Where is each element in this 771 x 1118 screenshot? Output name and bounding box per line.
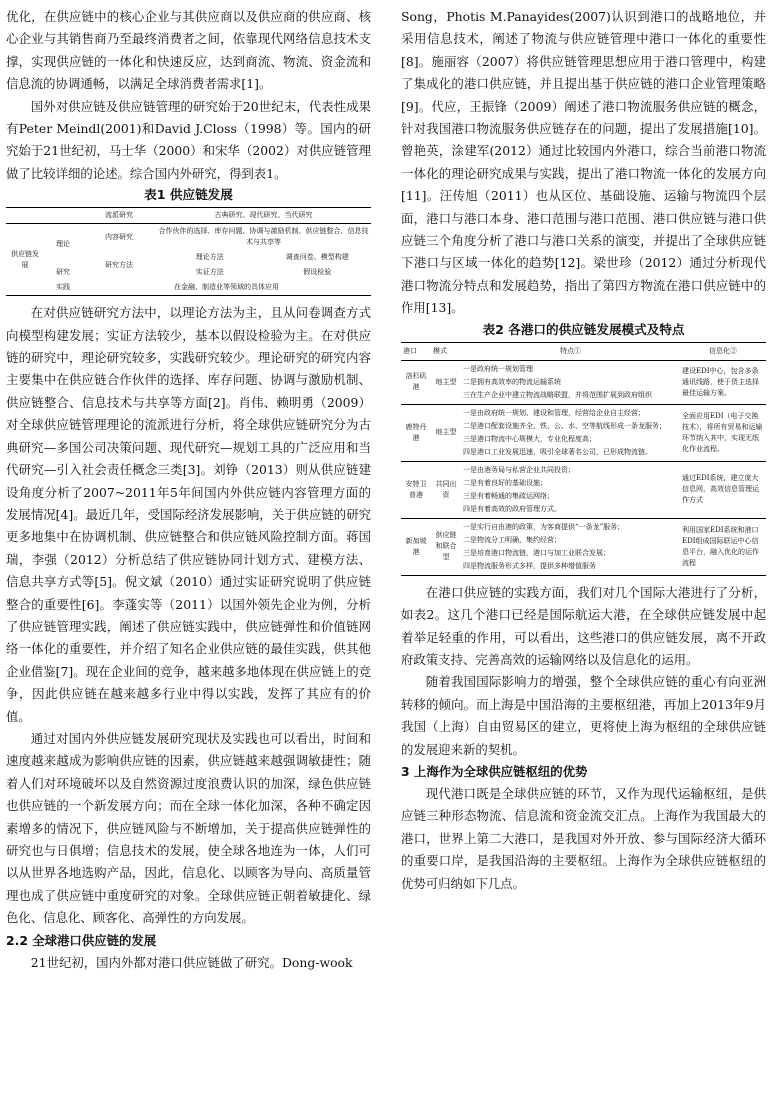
paragraph: 21世纪初，国内外都对港口供应链做了研究。Dong-wook bbox=[30, 954, 353, 970]
feature-item: 三在生产企业中建立物流战略联盟，并将范围扩展到政府组织 bbox=[463, 390, 652, 399]
port-mode: 供应链和联合型 bbox=[431, 518, 461, 575]
port-mode: 地主型 bbox=[431, 360, 461, 404]
section-heading: 3 上海作为全球供应链枢纽的优势 bbox=[401, 763, 588, 779]
feature-item: 三是港口物流中心规模大，专业化程度高； bbox=[463, 434, 596, 443]
paragraph: 现代港口既是全球供应链的环节，又作为现代运输枢纽，是供应链三种形态物流、信息流和资金流交汇点。上海作为我国最大的港口，世界上第二大港口，是我国对外开放、参与国际经济大循环的重要口岸，是我国沿海的主要枢纽。上海作为全球供应链枢纽的优势可归纳如下几点。 bbox=[401, 785, 766, 891]
table-row bbox=[401, 360, 766, 404]
port-features bbox=[461, 404, 680, 461]
table-cell: 内容研究 bbox=[105, 232, 133, 241]
table-cell: 研究方法 bbox=[105, 260, 133, 269]
feature-item: 二是拥有高效率的物流运输系统 bbox=[463, 377, 561, 386]
port-name: 新加坡港 bbox=[401, 518, 431, 575]
table-row bbox=[401, 461, 766, 518]
port-features bbox=[461, 518, 680, 575]
table2-title: 表2 各港口的供应链发展模式及特点 bbox=[482, 321, 685, 337]
paragraph: 通过对国内外供应链发展研究现状及实践也可以看出，时间和速度越来越成为影响供应链的因素，供应链越来越强调敏捷性；随着人们对环境破坏以及自然资源过度浪费认识的加深，绿色供应链也供应链的一个新发展方向；而在全球一体化加深，各种不确定因素增多的情况下，供应链风险与不断增加，关于提高供应链弹性的研究也与日俱增；信息技术的发展，使全球各地连为一体，人们可以从世界各地选购产品，因此，信息化、以顾客为导向、高质量管理也成了供应链中重度研究的对象。全球供应链正朝着敏捷化、绿色化、信息化、顾客化、高弹性的方向发展。 bbox=[6, 730, 371, 926]
port-mode: 共同出资 bbox=[431, 461, 461, 518]
feature-item: 一是由港务局与私营企业共同投资； bbox=[463, 465, 575, 474]
port-name: 鹿特丹港 bbox=[401, 404, 431, 461]
port-features bbox=[461, 461, 680, 518]
table-cell: 理论 bbox=[56, 240, 70, 249]
port-info: 全面应用EDI（电子交换技术），将所有贸易和运输环节纳入其中，实现无纸化作业流程。 bbox=[680, 404, 766, 461]
table-cell: 调查问卷、模型构建 bbox=[285, 253, 349, 262]
port-info: 利用国家EDI系统和港口EDI组成国际联运中心信息平台，融入优化的运作流程 bbox=[680, 518, 766, 575]
feature-item: 四是有着高效的政府管理方式。 bbox=[463, 504, 561, 513]
table-cell: 实践 bbox=[56, 283, 70, 292]
feature-item: 二是港口配套设施齐全，铁、公、水、空等航线形成一条龙服务； bbox=[463, 421, 666, 430]
table-header: 信息化② bbox=[680, 342, 766, 360]
port-info: 建设EDI中心，包含多条通讯线路，使于货主选择最佳运输方案。 bbox=[680, 360, 766, 404]
table-cell: 假设检验 bbox=[303, 268, 332, 277]
table2 bbox=[401, 342, 766, 576]
port-info: 通过EDI系统，建立庞大信息网，高效信息管理运作方式 bbox=[680, 461, 766, 518]
paragraph: 在对供应链研究方法中，以理论方法为主，且从问卷调查方式向模型构建发展；实证方法较少，基本以假设检验为主。在对供应链的研究中，理论研究较多，实践研究较少。理论研究的研究内容主要集中在供应链合作伙伴的选择、库存问题、协调与激励机制、供应链整合、信息技术与共享等方面[2]。肖伟、赖明勇（2009）对全球供应链管理理论的流派进行分析，将全球供应链研究分为古典研究—多国公司决策问题、现代研究—规划工具的广泛应用和当代研究—引入社会责任概念三类[3]。刘铮（2013）则从供应链建设角度分析了2007~2011年5年间国内外供应链内容管理方面的发展情况[4]。最近几年，受国际经济发展影响，关于供应链的研究更多地集中在协调机制、供应链整合和供应链风险控制方面。蒋国瑞，李强（2012）分析总结了供应链协同计划方式、建模方法、信息共享方式等[5]。倪文斌（2010）通过实证研究说明了供应链整合的重要性[6]。李蓬实等（2011）以国外领先企业为例，分析了供应链管理实践，阐述了供应链实践中，供应链弹性和价值链网络一体化的重要性，并介绍了知名企业供应链的最佳实践，供其他企业借鉴[7]。现在企业间的竞争，越来越多地体现在供应链上的竞争，因此供应链在越来越多行业中得以实践，发挥了其应有的价值。 bbox=[6, 305, 371, 724]
port-mode: 地主型 bbox=[431, 404, 461, 461]
table-cell: 合作伙伴的选择、库存问题、协调与激励机制、供应链整合、信息技术与共享等 bbox=[158, 227, 369, 247]
right-column bbox=[401, 6, 766, 895]
paragraph: Song，Photis M.Panayides(2007)认识到港口的战略地位，并采用信息技术，阐述了物流与供应链管理中港口一体化的重要性[8]。施丽容（2007）将供应链管理思想应用于港口管理中，构建了集成化的港口供应链，并且提出基于供应链的港口企业管理策略[9]。代应，王振锋（2009）阐述了港口物流服务供应链的概念，针对我国港口物流服务供应链存在的问题，提出了发展措施[10]。曾艳英，涂建军(2012）通过比较国内外港口，综合当前港口物流一体化的理论研究成果与实践，提出了港口物流一体化的发展方向[11]。汪传旭（2011）也从区位、基础设施、运输与物流四个层面，港口与港口本身、港口范围与港口范围、港口供应链与港口供应链三个角度分析了港口与港口关系的演变，并提出了全球供应链下港口与区域一体化的趋势[12]。梁世珍（2012）通过分析现代港口物流分特点和发展趋势，指出了第四方物流在港口供应链中的作用[13]。 bbox=[401, 9, 766, 316]
table-header: 港口 bbox=[401, 342, 431, 360]
feature-item: 二是物流分工明确，集约经营； bbox=[463, 535, 561, 544]
port-name: 洛杉矶港 bbox=[401, 360, 431, 404]
feature-item: 三是培育港口物流链，港口与加工业联合发展； bbox=[463, 548, 610, 557]
left-column bbox=[6, 6, 371, 974]
paragraph: 随着我国国际影响力的增强，整个全球供应链的重心有向亚洲转移的倾向。而上海是中国沿海的主要枢纽港，再加上2013年9月我国（上海）自由贸易区的建立，更将使上海为枢纽的全球供应链的发展迎来新的契机。 bbox=[401, 674, 766, 757]
table1-title: 表1 供应链发展 bbox=[144, 187, 233, 203]
table-cell: 理论方法 bbox=[195, 253, 224, 262]
table-header: 模式 bbox=[431, 342, 461, 360]
table-row bbox=[401, 404, 766, 461]
port-features bbox=[461, 360, 680, 404]
section-heading: 2.2 全球港口供应链的发展 bbox=[6, 932, 157, 948]
paragraph: 优化，在供应链中的核心企业与其供应商以及供应商的供应商、核心企业与其销售商乃至最终消费者之间，依靠现代网络信息技术支撑，实现供应链的一体化和快速反应，达到商流、物流、资金流和信息流的协调通畅，以满足全球消费者需求[1]。 bbox=[6, 9, 371, 92]
table-cell: 实证方法 bbox=[195, 268, 224, 277]
table-cell: 在金融、制造业等领域的具体应用 bbox=[174, 283, 279, 292]
table-cell: 供应链发展 bbox=[11, 249, 39, 269]
port-name: 安特卫普港 bbox=[401, 461, 431, 518]
feature-item: 一是实行自由港的政策，为客商提供“一条龙”服务； bbox=[463, 522, 625, 531]
feature-item: 四是物流服务形式多样，提供多种增值服务 bbox=[463, 561, 596, 570]
feature-item: 一是由政府统一规划、建设和管理，经营给企业自主经营； bbox=[463, 408, 645, 417]
feature-item: 三是有着畅通的集疏运网络； bbox=[463, 491, 554, 500]
table-cell: 流派研究 bbox=[82, 208, 156, 224]
feature-item: 二是有着良好的基础设施； bbox=[463, 478, 547, 487]
feature-item: 一是政府统一规划管理 bbox=[463, 364, 533, 373]
table1 bbox=[6, 207, 371, 296]
table-row bbox=[401, 518, 766, 575]
table-cell: 研究 bbox=[56, 268, 70, 277]
feature-item: 四是港口工业发展迅速，吸引全球著名公司，已形成物流链。 bbox=[463, 447, 652, 456]
paragraph: 在港口供应链的实践方面，我们对几个国际大港进行了分析，如表2。这几个港口已经是国际航运大港，在全球供应链发展中起着举足轻重的作用，可以看出，这些港口的供应链发展，离不开政府政策支持、完善高效的运输网络以及信息化的运用。 bbox=[401, 584, 766, 667]
table-header: 特点① bbox=[461, 342, 680, 360]
paragraph: 国外对供应链及供应链管理的研究始于20世纪末，代表性成果有Peter Meindl(2001)和David J.Closs（1998）等。国内的研究始于21世纪初，马士华（2000）和宋华（2002）对供应链管理做了比较详细的论述。综合国内外研究，得到表1。 bbox=[6, 98, 371, 181]
table-cell: 古典研究、现代研究、当代研究 bbox=[156, 208, 371, 224]
